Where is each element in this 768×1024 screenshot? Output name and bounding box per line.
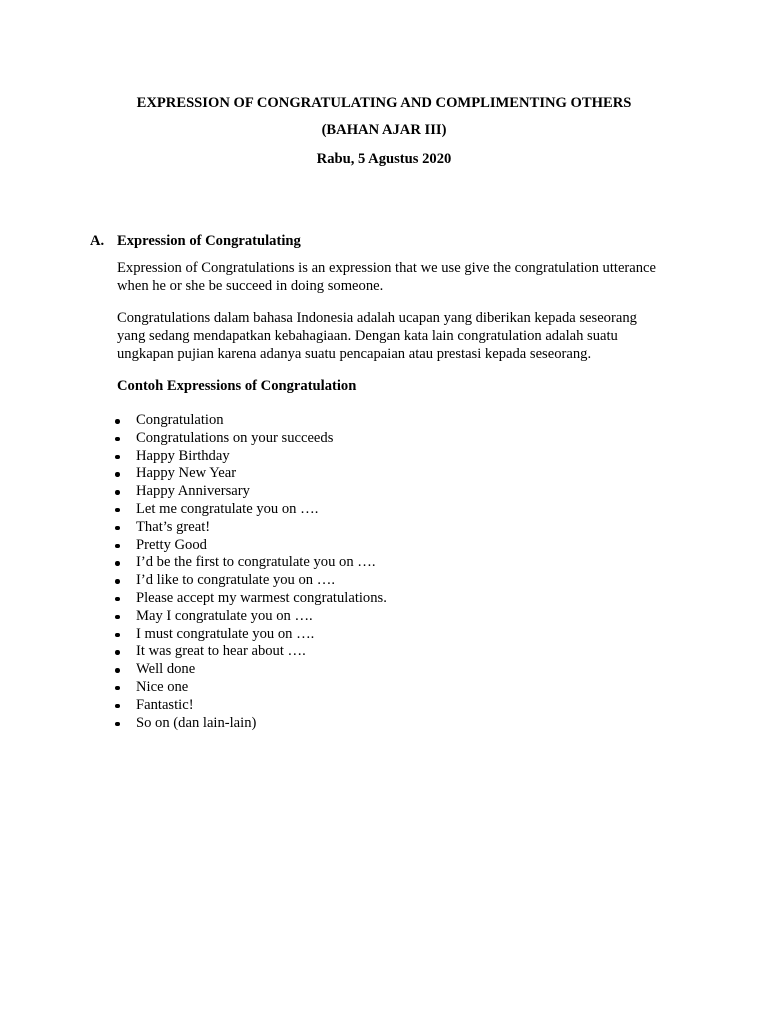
list-item-text: May I congratulate you on …. [136,607,313,624]
bullet-icon [115,437,120,442]
bullet-icon [115,633,120,638]
section-title: Expression of Congratulating [117,233,301,249]
list-item-text: Pretty Good [136,536,207,553]
bullet-icon [115,722,120,727]
document-date: Rabu, 5 Agustus 2020 [316,151,452,167]
list-item-text: Congratulations on your succeeds [136,429,334,446]
bullet-icon [115,615,120,620]
paragraph-line: Congratulations dalam bahasa Indonesia adalah ucapan yang diberikan kepada seseorang [117,310,637,326]
paragraph-line: when he or she be succeed in doing someone. [117,278,384,294]
bullet-icon [115,686,120,691]
list-item-text: Happy Birthday [136,447,230,464]
list-item-text: Please accept my warmest congratulations. [136,589,387,606]
bullet-icon [115,455,120,460]
list-item-text: So on (dan lain-lain) [136,714,257,731]
document-title: EXPRESSION OF CONGRATULATING AND COMPLIMENTING OTHERS [136,95,632,111]
bullet-icon [115,544,120,549]
bullet-icon [115,650,120,655]
paragraph-definition [117,259,687,295]
bullet-icon [115,508,120,513]
bullet-icon [115,668,120,673]
paragraph-line: ungkapan pujian karena adanya suatu pencapaian atau prestasi kepada seseorang. [117,346,592,362]
paragraph-line: yang sedang mendapatkan kebahagiaan. Dengan kata lain congratulation adalah suatu [117,328,618,344]
list-item-text: Well done [136,661,196,678]
list-item-text: Nice one [136,678,189,695]
bullet-icon [115,597,120,602]
bullet-icon [115,579,120,584]
paragraph-indonesian [117,309,687,363]
examples-heading: Contoh Expressions of Congratulation [117,378,357,394]
list-item-text: Happy Anniversary [136,483,250,500]
bullet-icon [115,704,120,709]
bullet-icon [115,561,120,566]
section-a-heading [90,232,301,250]
list-item-text: I’d be the first to congratulate you on …. [136,554,376,571]
list-item-text: Fantastic! [136,696,194,713]
document-subtitle: (BAHAN AJAR III) [321,122,447,138]
list-item-text: It was great to hear about …. [136,643,306,660]
list-item-text: Happy New Year [136,465,237,482]
bullet-icon [115,490,120,495]
bullet-icon [115,472,120,477]
list-item-text: Congratulation [136,412,224,428]
bullet-icon [115,419,120,424]
paragraph-line: Expression of Congratulations is an expression that we use give the congratulation utterance [117,260,657,276]
list-item-text: Let me congratulate you on …. [136,500,319,517]
bullet-icon [115,526,120,531]
section-letter: A. [90,233,105,249]
list-item-text: I’d like to congratulate you on …. [136,572,335,589]
list-item-text: I must congratulate you on …. [136,625,315,642]
list-item-text: That’s great! [136,518,211,535]
